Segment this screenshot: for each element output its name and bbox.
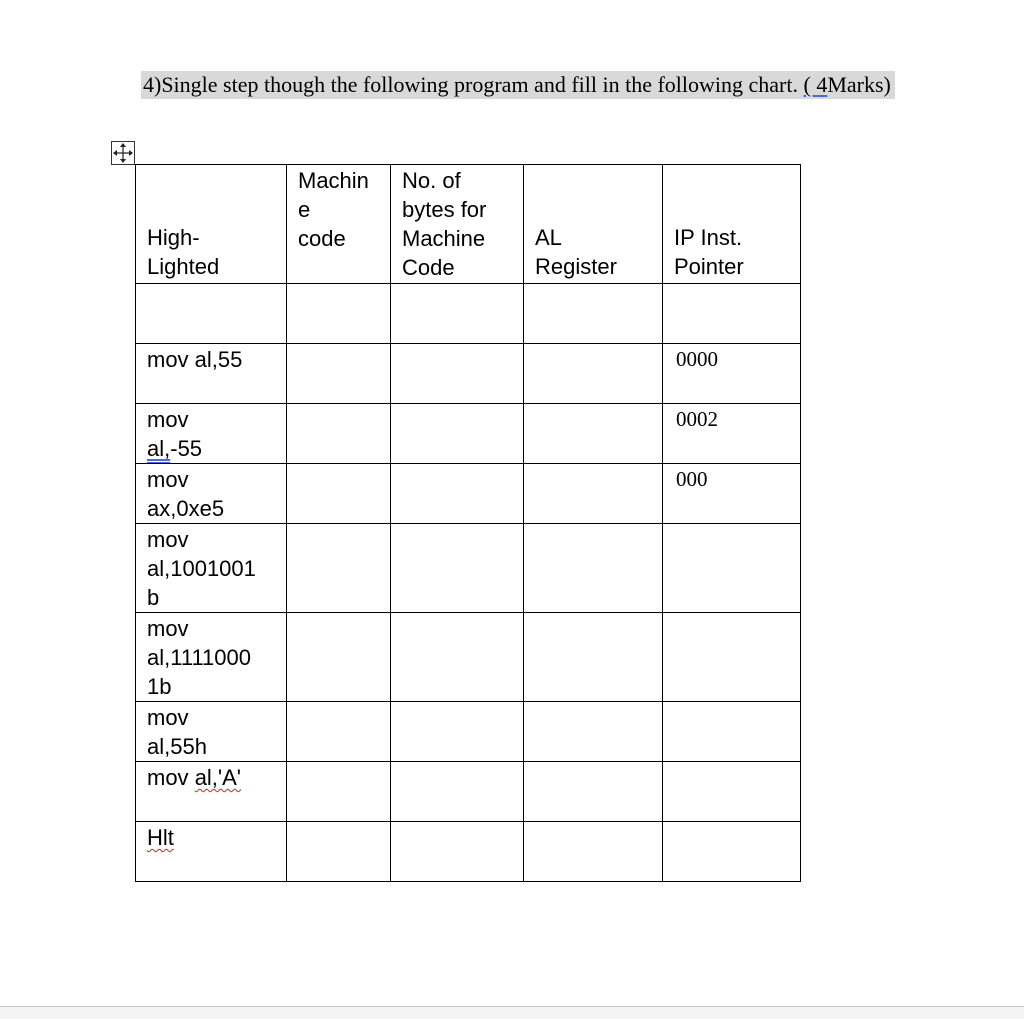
header-highlighted: High- Lighted <box>136 165 287 284</box>
cell-ip[interactable]: 0002 <box>663 404 801 464</box>
cell-bytes[interactable] <box>391 404 524 464</box>
table-row <box>136 822 801 882</box>
cell-al[interactable] <box>524 524 663 613</box>
cell-instruction[interactable]: mov al,1111000 1b <box>136 613 287 702</box>
page-bottom-edge <box>0 1006 1024 1019</box>
cell-machine-code[interactable] <box>287 702 391 762</box>
cell-al[interactable] <box>524 284 663 344</box>
cell-bytes[interactable] <box>391 524 524 613</box>
table-row <box>136 464 801 524</box>
cell-al[interactable] <box>524 404 663 464</box>
table-row <box>136 404 801 464</box>
cell-instruction[interactable]: Hlt <box>136 822 287 882</box>
cell-bytes[interactable] <box>391 284 524 344</box>
table-row <box>136 702 801 762</box>
table-row <box>136 762 801 822</box>
cell-machine-code[interactable] <box>287 284 391 344</box>
cell-ip[interactable] <box>663 822 801 882</box>
table-header-row <box>136 165 801 284</box>
cell-instruction[interactable]: mov ax,0xe5 <box>136 464 287 524</box>
table-row <box>136 344 801 404</box>
cell-bytes[interactable] <box>391 702 524 762</box>
cell-bytes[interactable] <box>391 822 524 882</box>
question-text: 4)Single step though the following program and fill in the following chart. <box>143 72 804 97</box>
cell-bytes[interactable] <box>391 344 524 404</box>
table-move-handle-icon[interactable] <box>111 141 135 165</box>
cell-machine-code[interactable] <box>287 344 391 404</box>
cell-al[interactable] <box>524 762 663 822</box>
cell-bytes[interactable] <box>391 762 524 822</box>
cell-machine-code[interactable] <box>287 404 391 464</box>
program-chart-table <box>135 164 801 882</box>
cell-ip[interactable] <box>663 762 801 822</box>
cell-al[interactable] <box>524 344 663 404</box>
cell-instruction[interactable] <box>136 284 287 344</box>
header-ip-pointer: IP Inst. Pointer <box>663 165 801 284</box>
cell-instruction[interactable]: mov al,55 <box>136 344 287 404</box>
cell-ip[interactable] <box>663 613 801 702</box>
question-heading: 4)Single step though the following program and fill in the following chart. ( 4Marks) <box>141 71 895 99</box>
cell-instruction[interactable]: mov al,55h <box>136 702 287 762</box>
cell-machine-code[interactable] <box>287 613 391 702</box>
four-way-arrow-icon <box>112 142 134 164</box>
cell-al[interactable] <box>524 822 663 882</box>
cell-instruction[interactable]: mov al,-55 <box>136 404 287 464</box>
cell-ip[interactable] <box>663 284 801 344</box>
table-row <box>136 284 801 344</box>
cell-ip[interactable] <box>663 524 801 613</box>
cell-al[interactable] <box>524 702 663 762</box>
cell-ip[interactable] <box>663 702 801 762</box>
cell-machine-code[interactable] <box>287 464 391 524</box>
header-bytes: No. of bytes for Machine Code <box>391 165 524 284</box>
header-machine-code: Machin e code <box>287 165 391 284</box>
table-row <box>136 613 801 702</box>
header-al-register: AL Register <box>524 165 663 284</box>
cell-machine-code[interactable] <box>287 762 391 822</box>
cell-ip[interactable]: 000 <box>663 464 801 524</box>
cell-al[interactable] <box>524 613 663 702</box>
cell-machine-code[interactable] <box>287 822 391 882</box>
cell-ip[interactable]: 0000 <box>663 344 801 404</box>
marks-label: ( 4 <box>803 72 828 97</box>
table-row <box>136 524 801 613</box>
cell-al[interactable] <box>524 464 663 524</box>
cell-machine-code[interactable] <box>287 524 391 613</box>
cell-bytes[interactable] <box>391 613 524 702</box>
cell-instruction[interactable]: mov al,'A' <box>136 762 287 822</box>
cell-bytes[interactable] <box>391 464 524 524</box>
cell-instruction[interactable]: mov al,1001001 b <box>136 524 287 613</box>
